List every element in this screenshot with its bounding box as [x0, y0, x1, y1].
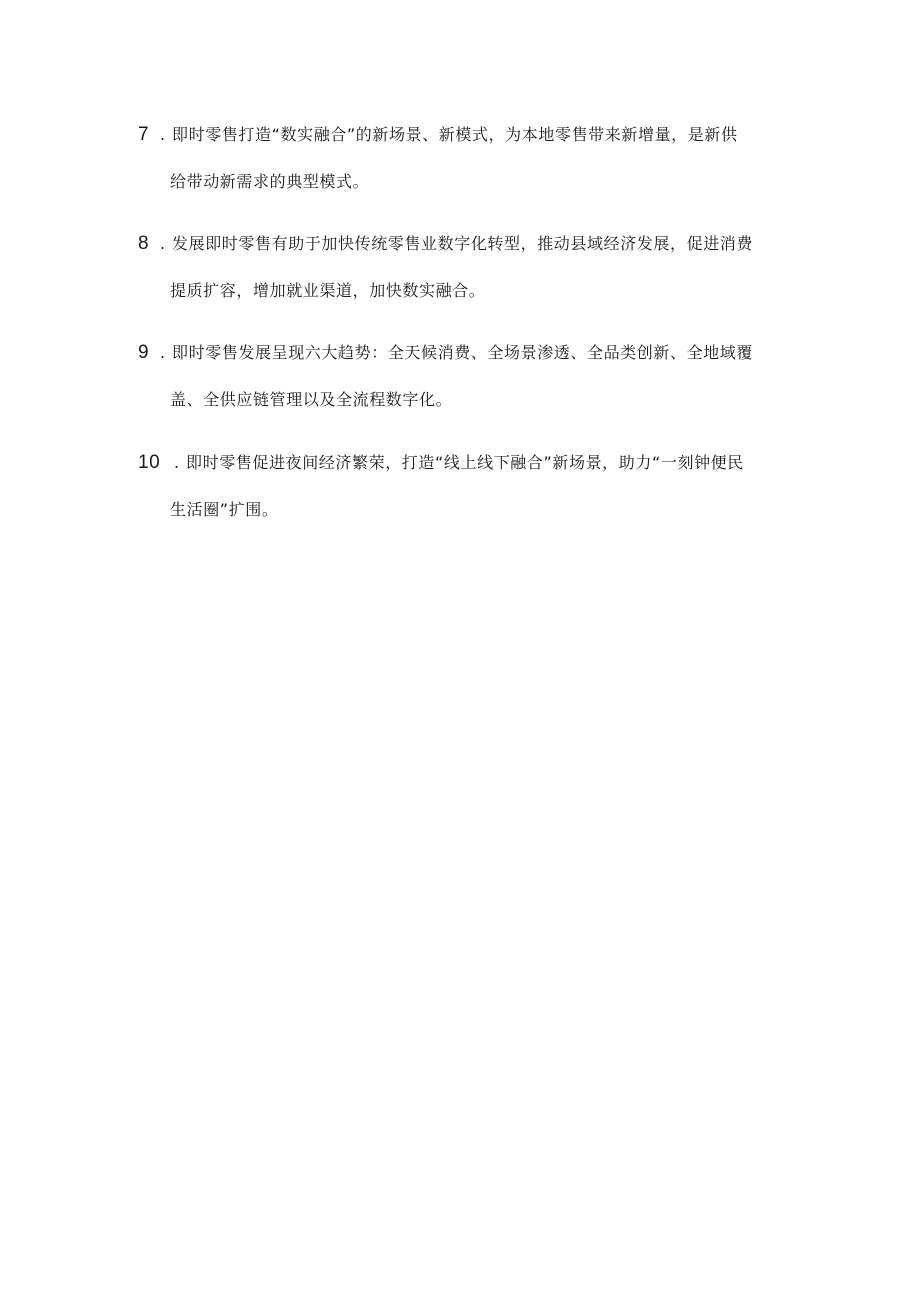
- list-item-separator: .: [160, 125, 166, 144]
- list-item-text: 即时零售促进夜间经济繁荣，打造“线上线下融合”新场景，助力“一刻钟便民: [186, 453, 744, 472]
- list-item-separator: .: [174, 453, 180, 472]
- list-item-text: 即时零售发展呈现六大趋势：全天候消费、全场景渗透、全品类创新、全地域覆: [172, 343, 754, 362]
- list-item-continuation: 盖、全供应链管理以及全流程数字化。: [170, 390, 453, 409]
- list-item-separator: .: [160, 234, 166, 253]
- list-item-first-line: [138, 453, 744, 473]
- list-item-number: 8: [138, 233, 150, 254]
- list-item-number: 7: [138, 124, 150, 145]
- list-item-text: 即时零售打造“数实融合”的新场景、新模式，为本地零售带来新增量，是新供: [172, 125, 738, 144]
- list-item-continuation: 给带动新需求的典型模式。: [170, 172, 370, 191]
- list-item-continuation: 提质扩容，增加就业渠道，加快数实融合。: [170, 281, 486, 300]
- list-item-first-line: [138, 343, 753, 363]
- list-item-separator: .: [160, 343, 166, 362]
- list-item-number: 9: [138, 342, 150, 363]
- list-item-first-line: [138, 234, 753, 254]
- list-item-continuation: 生活圈”扩围。: [170, 500, 279, 519]
- list-item-text: 发展即时零售有助于加快传统零售业数字化转型，推动县域经济发展，促进消费: [172, 234, 754, 253]
- list-item-number: 10: [138, 452, 161, 473]
- list-item-first-line: [138, 125, 738, 145]
